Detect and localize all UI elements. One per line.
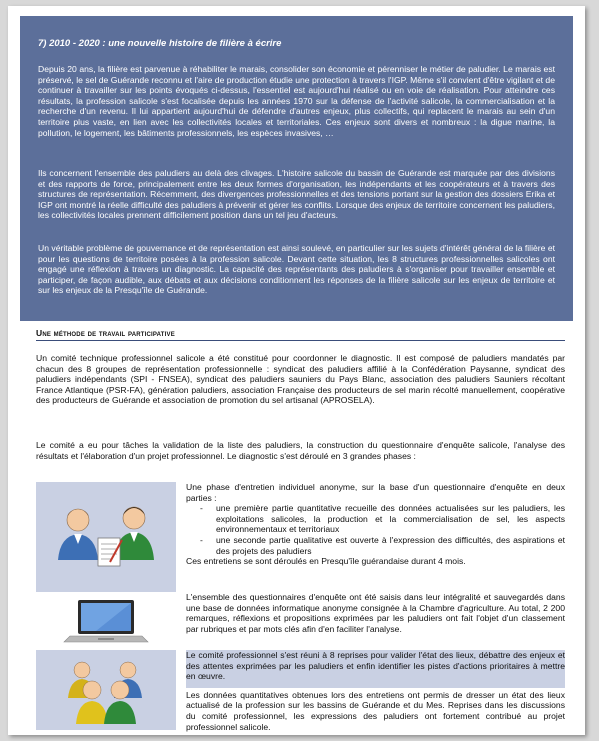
section-7-heading: 7) 2010 - 2020 : une nouvelle histoire de filière à écrire [38, 38, 282, 49]
list-item: - une seconde partie qualitative est ouverte à l'expression des difficultés, des aspirations et des projets des paludiers [186, 535, 565, 556]
phase-data-entry-text: L'ensemble des questionnaires d'enquête ont été saisis dans leur intégralité et sauvegardés dans une base de données informatique anonyme consignée à la Chambre d'agriculture. Au total, 2 200 remarques, réflexions et propositions exprimées par les paludiers ont fait l'objet d'un classement par rubriques et par mots clés afin d'en faciliter l'analyse. [186, 592, 565, 634]
committee-illustration [36, 650, 176, 730]
section-7-paragraph-3: Un véritable problème de gouvernance et de représentation est ainsi soulevé, en particulier sur les sujets d'intérêt général de la filière et pour les questions de territoire posées à la profession salicole. Devant cette situation, les 8 structures professionnelles salicoles ont engagé une réflexion à travers un diagnostic. La capacité des représentants des paludiers à s'organiser pour travailler ensemble et participer, de façon audible, aux débats et aux décisions conditionnent les réponses de la filière salicole sur les enjeux de territoire et sur les enjeux de la Presqu'île de Guérande. [38, 243, 555, 296]
phase-committee-text [186, 650, 565, 732]
group-of-people-icon [36, 650, 176, 730]
section-7-panel [20, 16, 573, 321]
phase-data-entry [36, 592, 565, 650]
phase-interviews-list [186, 503, 565, 556]
phase-committee-paragraph-2: Les données quantitatives obtenues lors des entretiens ont permis de dresser un état des lieux actualisé de la profession sur les bassins de Guérande et du Mes. Reprises dans les discussions du comité professionnel, les expressions des paludiers ont fortement contribué au projet professionnel salicole. [186, 689, 565, 732]
section-7-paragraph-2: Ils concernent l'ensemble des paludiers au delà des clivages. L'histoire salicole du bassin de Guérande est marquée par des divisions et des rapports de force, principalement entre les deux formes d'organisation, les indépendants et les coopérateurs et à travers des structures de représentation. Récemment, des divergences professionnelles et des tensions portant sur la gestion des dossiers Erika et IGP ont montré la réelle difficulté des paludiers à prévenir et gérer les conflits. Lorsque des enjeux de territoire concernent les paludiers, les collectivités locales prennent difficilement position dans un tel jeu d'acteurs. [38, 168, 555, 221]
list-item: - une première partie quantitative recueille des données actualisées sur les paludiers, les exploitations salicoles, la production et la commercialisation de sel, les aspects environnementaux et territoriaux [186, 503, 565, 535]
laptop-illustration [36, 592, 176, 650]
phase-interviews-outro: Ces entretiens se sont déroulés en Presqu'île guérandaise durant 4 mois. [186, 556, 466, 567]
section-7-paragraph-1: Depuis 20 ans, la filière est parvenue à réhabiliter le marais, consolider son économie et pérenniser le métier de paludier. Le marais est préservé, le sel de Guérande reconnu et l'aire de production étudie une protection à travers l'IGP. Même s'il convient d'être vigilant et de continuer à travailler sur les points évoqués ci-dessus, l'essentiel est aujourd'hui réalisé ou en voie de réalisation. Pour atteindre ces résultats, la profession salicole s'est focalisée depuis les années 1970 sur la défense de l'activité salicole, la commercialisation et la recherche d'un revenu. Il lui appartient aujourd'hui de défendre d'autres enjeux, plus collectifs, qui replacent le marais au sein d'un territoire plus vaste, en lien avec les collectivités locales et territoriales. Ces enjeux sont divers et nombreux : la digue marine, la pollution, le logement, les bâtiments professionnels, les espèces invasives, … [38, 64, 555, 138]
method-section-title: Une méthode de travail participative [36, 328, 565, 341]
phase-committee-paragraph-1: Le comité professionnel s'est réuni à 8 reprises pour valider l'état des lieux, débattre des enjeux et des attentes exprimées par les paludiers et enfin identifier les pistes d'actions prioritaires à mettre en œuvre. [186, 650, 565, 682]
method-paragraph-2: Le comité a eu pour tâches la validation de la liste des paludiers, la construction du questionnaire d'enquête salicole, l'analyse des résultats et l'élaboration d'un projet professionnel. Le diagnostic s'est déroulé en 3 grandes phases : [36, 440, 565, 461]
phase-interviews-text [186, 482, 565, 567]
two-people-talking-icon [36, 482, 176, 592]
document-page [8, 6, 585, 735]
phase-interviews-intro: Une phase d'entretien individuel anonyme, sur la base d'un questionnaire d'enquête en deux parties : [186, 482, 565, 503]
laptop-icon [36, 592, 176, 650]
phase-interviews [36, 482, 565, 592]
interview-illustration [36, 482, 176, 592]
phase-committee [36, 650, 565, 730]
method-paragraph-1: Un comité technique professionnel salicole a été constitué pour coordonner le diagnostic. Il est composé de paludiers mandatés par chacun des 8 groupes de représentation professionnelle : syndicat des paludiers affilié à la Confédération Paysanne, syndicat des paludiers indépendants (SPI - FNSEA), syndicat des paludiers sauniers du Pays Blanc, association des paludiers Sauniers récoltant France Atlantique (PSR-FA), génération paludiers, association Française des producteurs de sel marin récolté manuellement, coopérative des producteurs de Guérande et association de promotion du sel artisanal (APROSELA). [36, 353, 565, 406]
